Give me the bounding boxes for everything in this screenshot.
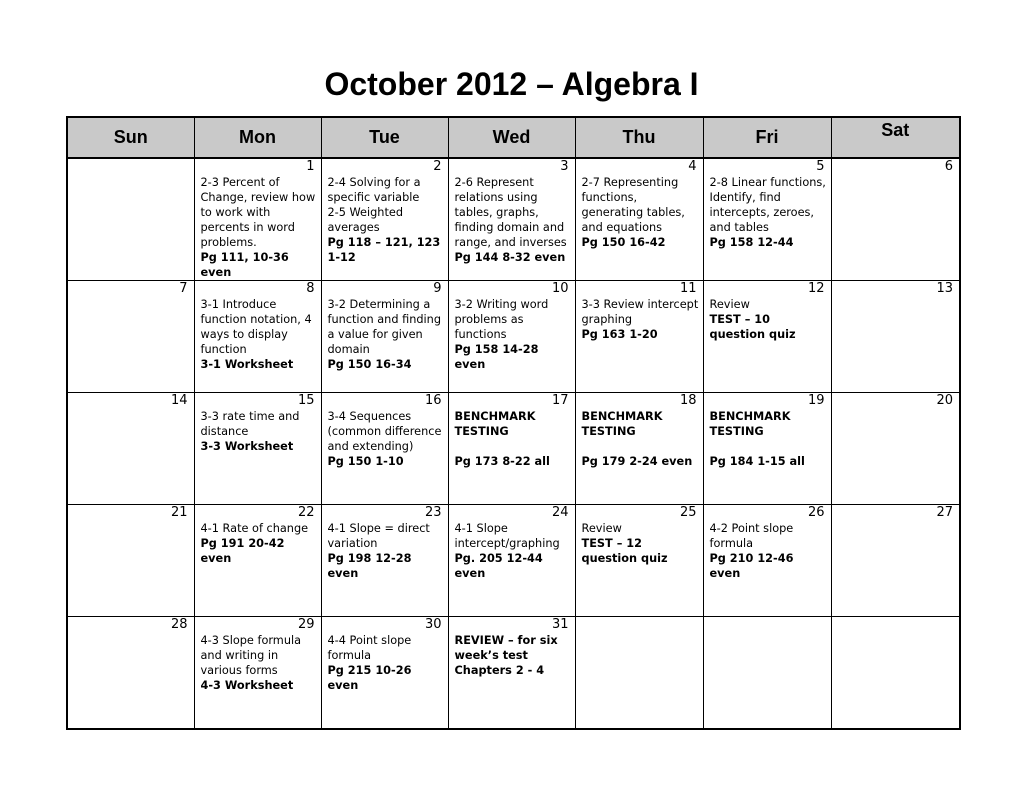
day-number: 18 [679, 393, 697, 408]
day-cell-wed [448, 393, 575, 505]
day-number: 6 [944, 159, 953, 174]
lesson-text: 2-4 Solving for a specific variable 2-5 Weighted averages [327, 176, 421, 234]
assignment-text: Pg 158 12-44 [709, 236, 794, 249]
lesson-text: 2-3 Percent of Change, review how to work with percents in word problems. [200, 176, 316, 249]
day-cell-mon [194, 617, 321, 730]
lesson-text: 3-4 Sequences (common difference and extending) [327, 410, 442, 453]
day-cell-wed [448, 281, 575, 393]
day-cell-sun [67, 281, 194, 393]
day-number: 27 [936, 505, 953, 520]
day-cell-tue [321, 158, 448, 281]
day-number: 31 [551, 617, 569, 632]
day-number: 7 [179, 281, 188, 296]
lesson-text: 4-4 Point slope formula [327, 634, 412, 662]
day-cell-fri [703, 281, 831, 393]
day-number: 29 [297, 617, 315, 632]
day-number: 28 [170, 617, 188, 632]
day-cell-fri [703, 617, 831, 730]
lesson-text: 4-3 Slope formula and writing in various forms [200, 634, 302, 677]
day-cell-thu [575, 505, 703, 617]
assignment-text: 3-1 Worksheet [200, 358, 294, 371]
day-cell-tue [321, 393, 448, 505]
day-number: 11 [679, 281, 697, 296]
week-row [67, 158, 960, 281]
day-cell-fri [703, 505, 831, 617]
day-cell-mon [194, 393, 321, 505]
day-number: 30 [424, 617, 442, 632]
day-cell-sat [831, 505, 960, 617]
day-number: 12 [807, 281, 825, 296]
week-row [67, 281, 960, 393]
weekday-header-thu: Thu [575, 117, 703, 158]
lesson-text: 2-8 Linear functions, Identify, find intercepts, zeroes, and tables [709, 176, 826, 234]
day-cell-sun [67, 617, 194, 730]
lesson-text: 2-6 Represent relations using tables, graphs, finding domain and range, and inverses [454, 176, 567, 249]
day-cell-sat [831, 393, 960, 505]
day-number: 22 [297, 505, 315, 520]
day-cell-thu [575, 281, 703, 393]
weekday-header-fri: Fri [703, 117, 831, 158]
assignment-text: Pg 118 – 121, 123 1-12 [327, 236, 441, 264]
lesson-text: Review [581, 522, 622, 535]
day-cell-tue [321, 617, 448, 730]
assignment-text: Pg 163 1-20 [581, 328, 658, 341]
assignment-text: BENCHMARK TESTING Pg 173 8-22 all [454, 410, 550, 468]
day-number: 24 [551, 505, 569, 520]
lesson-text: 4-1 Slope = direct variation [327, 522, 430, 550]
day-number: 5 [816, 159, 825, 174]
day-number: 16 [424, 393, 442, 408]
lesson-text: 3-2 Writing word problems as functions [454, 298, 549, 341]
lesson-text: 4-1 Slope intercept/graphing [454, 522, 560, 550]
lesson-text: 3-3 rate time and distance [200, 410, 300, 438]
lesson-text: 4-2 Point slope formula [709, 522, 794, 550]
day-cell-fri [703, 393, 831, 505]
weekday-header-tue: Tue [321, 117, 448, 158]
lesson-text: 3-1 Introduce function notation, 4 ways to display function [200, 298, 312, 356]
day-cell-thu [575, 617, 703, 730]
day-cell-sun [67, 158, 194, 281]
day-number: 17 [551, 393, 569, 408]
assignment-text: Pg 198 12-28 even [327, 552, 412, 580]
assignment-text: TEST – 12 question quiz [581, 537, 668, 565]
lesson-text: Review [709, 298, 750, 311]
day-cell-mon [194, 505, 321, 617]
assignment-text: Pg 111, 10-36 even [200, 251, 289, 279]
day-cell-sun [67, 393, 194, 505]
assignment-text: Pg 150 16-34 [327, 358, 412, 371]
assignment-text: 3-3 Worksheet [200, 440, 294, 453]
day-number: 14 [170, 393, 188, 408]
assignment-text: 4-3 Worksheet [200, 679, 294, 692]
assignment-text: Pg 215 10-26 even [327, 664, 412, 692]
day-number: 23 [424, 505, 442, 520]
weekday-header-mon: Mon [194, 117, 321, 158]
assignment-text: BENCHMARK TESTING Pg 179 2-24 even [581, 410, 693, 468]
assignment-text: Pg 210 12-46 even [709, 552, 794, 580]
day-cell-sun [67, 505, 194, 617]
lesson-text: 3-3 Review intercept graphing [581, 298, 699, 326]
day-number: 13 [936, 281, 953, 296]
day-number: 26 [807, 505, 825, 520]
assignment-text: Pg 150 16-42 [581, 236, 666, 249]
day-number: 20 [936, 393, 953, 408]
weekday-header-row [67, 117, 960, 158]
day-cell-fri [703, 158, 831, 281]
day-cell-mon [194, 158, 321, 281]
day-number: 25 [679, 505, 697, 520]
day-cell-sat [831, 617, 960, 730]
lesson-text: 3-2 Determining a function and finding a value for given domain [327, 298, 441, 356]
day-cell-sat [831, 158, 960, 281]
lesson-text: 4-1 Rate of change [200, 522, 309, 535]
day-cell-sat [831, 281, 960, 393]
day-cell-tue [321, 505, 448, 617]
day-cell-tue [321, 281, 448, 393]
week-row [67, 505, 960, 617]
assignment-text: Pg 158 14-28 even [454, 343, 539, 371]
day-number: 10 [551, 281, 569, 296]
day-cell-wed [448, 617, 575, 730]
weekday-header-sat: Sat [831, 117, 960, 158]
day-number: 4 [688, 159, 697, 174]
day-number: 2 [433, 159, 442, 174]
assignment-text: BENCHMARK TESTING Pg 184 1-15 all [709, 410, 805, 468]
day-cell-mon [194, 281, 321, 393]
day-cell-wed [448, 158, 575, 281]
day-number: 21 [170, 505, 188, 520]
day-number: 8 [306, 281, 315, 296]
day-number: 9 [433, 281, 442, 296]
day-number: 19 [807, 393, 825, 408]
assignment-text: Pg 144 8-32 even [454, 251, 566, 264]
assignment-text: REVIEW – for six week’s test Chapters 2 - 4 [454, 634, 558, 677]
weekday-header-wed: Wed [448, 117, 575, 158]
week-row [67, 617, 960, 730]
day-cell-thu [575, 393, 703, 505]
day-number: 15 [297, 393, 315, 408]
page-title: October 2012 – Algebra I [324, 66, 699, 102]
assignment-text: Pg 191 20-42 even [200, 537, 285, 565]
assignment-text: Pg 150 1-10 [327, 455, 404, 468]
weekday-header-sun: Sun [67, 117, 194, 158]
week-row [67, 393, 960, 505]
lesson-text: 2-7 Representing functions, generating tables, and equations [581, 176, 685, 234]
day-number: 3 [560, 159, 569, 174]
calendar-body [67, 158, 960, 729]
day-cell-wed [448, 505, 575, 617]
day-cell-thu [575, 158, 703, 281]
assignment-text: Pg. 205 12-44 even [454, 552, 543, 580]
assignment-text: TEST – 10 question quiz [709, 313, 796, 341]
day-number: 1 [306, 159, 315, 174]
calendar-table [66, 116, 961, 730]
